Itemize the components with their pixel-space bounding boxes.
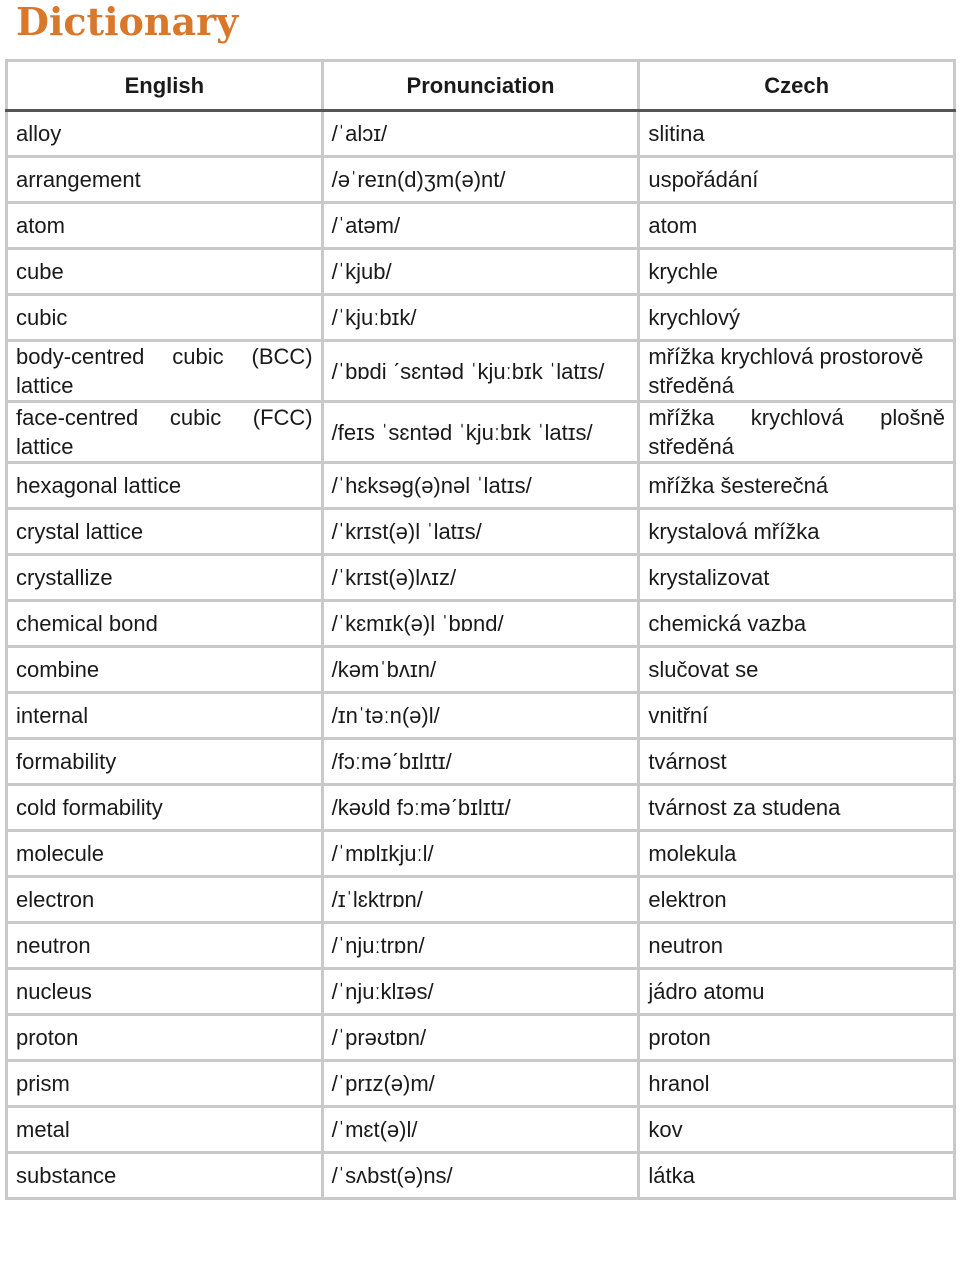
czech-cell: mřížka krychlová prostorově středěná xyxy=(639,341,955,402)
pronunciation-cell: /ˈnjuːtrɒn/ xyxy=(322,923,639,969)
table-row xyxy=(7,601,955,647)
english-cell: crystallize xyxy=(7,555,323,601)
table-row xyxy=(7,111,955,157)
page-title: Dictionary xyxy=(16,0,239,44)
english-cell: internal xyxy=(7,693,323,739)
dictionary-table xyxy=(5,59,956,1200)
pronunciation-cell: /ɪnˈtəːn(ə)l/ xyxy=(322,693,639,739)
column-header-czech: Czech xyxy=(639,61,955,111)
english-cell: combine xyxy=(7,647,323,693)
czech-cell: jádro atomu xyxy=(639,969,955,1015)
table-body xyxy=(7,111,955,1199)
czech-cell: tvárnost za studena xyxy=(639,785,955,831)
english-cell: formability xyxy=(7,739,323,785)
table-row xyxy=(7,295,955,341)
table-row xyxy=(7,509,955,555)
pronunciation-cell: /ɪˈlɛktrɒn/ xyxy=(322,877,639,923)
table-row xyxy=(7,877,955,923)
czech-cell: hranol xyxy=(639,1061,955,1107)
czech-cell: mřížka krychlová plošně středěná xyxy=(639,402,955,463)
czech-cell: kov xyxy=(639,1107,955,1153)
table-row xyxy=(7,1107,955,1153)
czech-cell: vnitřní xyxy=(639,693,955,739)
czech-cell: látka xyxy=(639,1153,955,1199)
english-cell: metal xyxy=(7,1107,323,1153)
czech-cell: atom xyxy=(639,203,955,249)
english-cell: prism xyxy=(7,1061,323,1107)
table-row xyxy=(7,341,955,402)
pronunciation-cell: /ˈprɪz(ə)m/ xyxy=(322,1061,639,1107)
english-cell: body-centred cubic (BCC) lattice xyxy=(7,341,323,402)
czech-cell: krystalová mřížka xyxy=(639,509,955,555)
english-cell: atom xyxy=(7,203,323,249)
czech-cell: mřížka šesterečná xyxy=(639,463,955,509)
table-header xyxy=(7,61,955,111)
table-row xyxy=(7,739,955,785)
czech-cell: chemická vazba xyxy=(639,601,955,647)
pronunciation-cell: /ˈhɛksəg(ə)nəl ˈlatɪs/ xyxy=(322,463,639,509)
english-cell: cold formability xyxy=(7,785,323,831)
english-cell: arrangement xyxy=(7,157,323,203)
english-cell: crystal lattice xyxy=(7,509,323,555)
table-row xyxy=(7,555,955,601)
table-row xyxy=(7,647,955,693)
english-cell: alloy xyxy=(7,111,323,157)
pronunciation-cell: /kəʊld fɔːməˊbɪlɪtɪ/ xyxy=(322,785,639,831)
pronunciation-cell: /ˈkrɪst(ə)l ˈlatɪs/ xyxy=(322,509,639,555)
table-row xyxy=(7,249,955,295)
table-row xyxy=(7,923,955,969)
pronunciation-cell: /ˈsʌbst(ə)ns/ xyxy=(322,1153,639,1199)
english-cell: substance xyxy=(7,1153,323,1199)
czech-cell: slučovat se xyxy=(639,647,955,693)
pronunciation-cell: /fɔːməˊbɪlɪtɪ/ xyxy=(322,739,639,785)
pronunciation-cell: /ˈprəʊtɒn/ xyxy=(322,1015,639,1061)
czech-cell: molekula xyxy=(639,831,955,877)
pronunciation-cell: /ˈkjub/ xyxy=(322,249,639,295)
pronunciation-cell: /ˈbɒdi ˊsɛntəd ˈkjuːbɪk ˈlatɪs/ xyxy=(322,341,639,402)
pronunciation-cell: /əˈreɪn(d)ʒm(ə)nt/ xyxy=(322,157,639,203)
column-header-pronunciation: Pronunciation xyxy=(322,61,639,111)
pronunciation-cell: /ˈkjuːbɪk/ xyxy=(322,295,639,341)
table-row xyxy=(7,157,955,203)
czech-cell: krystalizovat xyxy=(639,555,955,601)
english-cell: proton xyxy=(7,1015,323,1061)
table-row xyxy=(7,831,955,877)
english-cell: hexagonal lattice xyxy=(7,463,323,509)
pronunciation-cell: /ˈmɛt(ə)l/ xyxy=(322,1107,639,1153)
table-row xyxy=(7,969,955,1015)
czech-cell: neutron xyxy=(639,923,955,969)
table-row xyxy=(7,693,955,739)
czech-cell: krychlový xyxy=(639,295,955,341)
table-row xyxy=(7,1061,955,1107)
english-cell: chemical bond xyxy=(7,601,323,647)
pronunciation-cell: /ˈkrɪst(ə)lʌɪz/ xyxy=(322,555,639,601)
pronunciation-cell: /ˈalɔɪ/ xyxy=(322,111,639,157)
table-row xyxy=(7,785,955,831)
english-cell: cube xyxy=(7,249,323,295)
english-cell: neutron xyxy=(7,923,323,969)
czech-cell: tvárnost xyxy=(639,739,955,785)
czech-cell: krychle xyxy=(639,249,955,295)
english-cell: nucleus xyxy=(7,969,323,1015)
table-row xyxy=(7,203,955,249)
english-cell: cubic xyxy=(7,295,323,341)
table-row xyxy=(7,1015,955,1061)
czech-cell: uspořádání xyxy=(639,157,955,203)
english-cell: molecule xyxy=(7,831,323,877)
pronunciation-cell: /ˈatəm/ xyxy=(322,203,639,249)
czech-cell: slitina xyxy=(639,111,955,157)
english-cell: electron xyxy=(7,877,323,923)
table-row xyxy=(7,463,955,509)
pronunciation-cell: /ˈkɛmɪk(ə)l ˈbɒnd/ xyxy=(322,601,639,647)
czech-cell: proton xyxy=(639,1015,955,1061)
pronunciation-cell: /ˈnjuːklɪəs/ xyxy=(322,969,639,1015)
pronunciation-cell: /kəmˈbʌɪn/ xyxy=(322,647,639,693)
pronunciation-cell: /feɪs ˈsɛntəd ˈkjuːbɪk ˈlatɪs/ xyxy=(322,402,639,463)
header-row xyxy=(7,61,955,111)
czech-cell: elektron xyxy=(639,877,955,923)
english-cell: face-centred cubic (FCC) lattice xyxy=(7,402,323,463)
column-header-english: English xyxy=(7,61,323,111)
table-row xyxy=(7,1153,955,1199)
pronunciation-cell: /ˈmɒlɪkjuːl/ xyxy=(322,831,639,877)
table-row xyxy=(7,402,955,463)
